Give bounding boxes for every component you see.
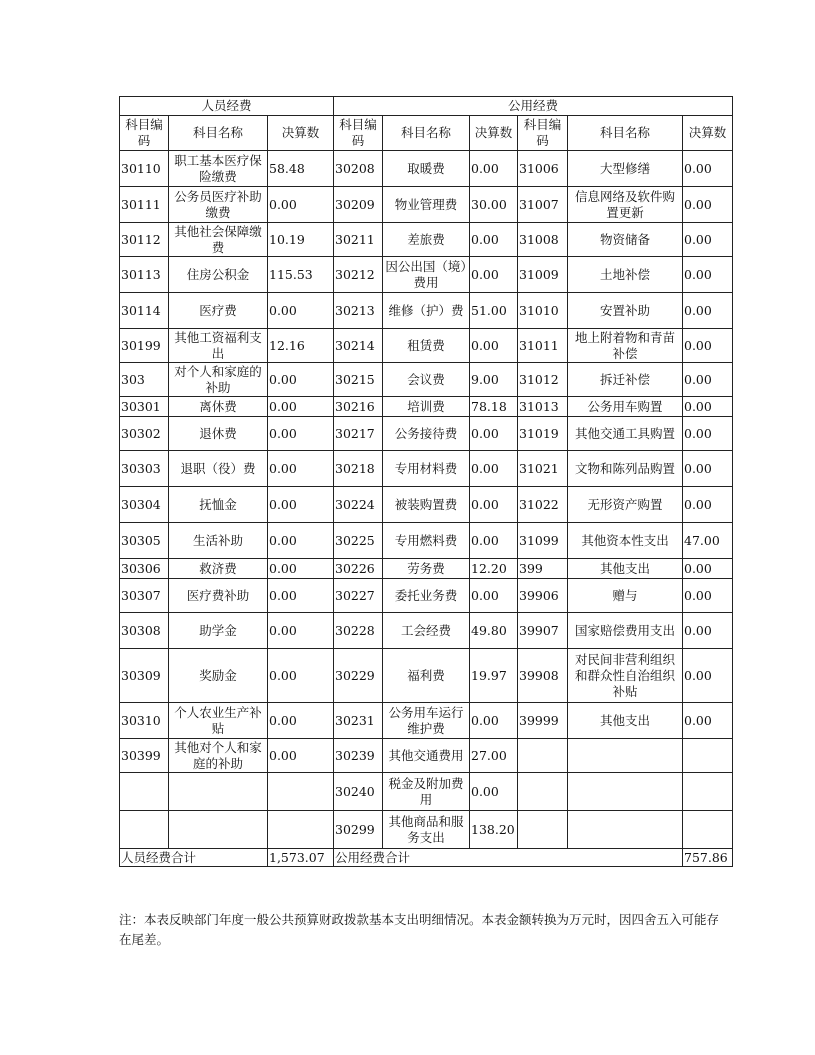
cell-amount: 51.00 — [470, 293, 518, 329]
table-row — [120, 451, 733, 487]
cell-name: 被装购置费 — [383, 487, 470, 523]
cell-amount: 0.00 — [268, 293, 334, 329]
cell-name: 其他社会保障缴费 — [169, 223, 268, 257]
cell-code: 30199 — [120, 329, 169, 363]
cell-name: 委托业务费 — [383, 579, 470, 613]
cell-name: 退职（役）费 — [169, 451, 268, 487]
cell-code: 30301 — [120, 397, 169, 417]
cell-code: 30229 — [334, 649, 383, 703]
cell-name: 对民间非营利组织和群众性自治组织补贴 — [568, 649, 683, 703]
cell-name: 住房公积金 — [169, 257, 268, 293]
cell-amount: 0.00 — [470, 451, 518, 487]
cell-code: 30216 — [334, 397, 383, 417]
cell-amount: 138.20 — [470, 811, 518, 849]
cell-code: 30214 — [334, 329, 383, 363]
cell-code: 30217 — [334, 417, 383, 451]
table-row — [120, 293, 733, 329]
table-row — [120, 739, 733, 773]
cell-amount: 0.00 — [268, 187, 334, 223]
cell-code — [518, 773, 568, 811]
col-header-name: 科目名称 — [169, 116, 268, 151]
table-row — [120, 151, 733, 187]
table-row — [120, 257, 733, 293]
cell-amount: 0.00 — [683, 703, 733, 739]
table-row — [120, 559, 733, 579]
cell-amount: 9.00 — [470, 363, 518, 397]
cell-name: 维修（护）费 — [383, 293, 470, 329]
cell-code: 30208 — [334, 151, 383, 187]
col-header-amount: 决算数 — [268, 116, 334, 151]
cell-amount: 0.00 — [683, 257, 733, 293]
cell-amount: 0.00 — [268, 649, 334, 703]
cell-code — [120, 773, 169, 811]
cell-code: 30227 — [334, 579, 383, 613]
cell-amount: 0.00 — [683, 649, 733, 703]
cell-code: 30110 — [120, 151, 169, 187]
cell-amount: 12.16 — [268, 329, 334, 363]
cell-amount: 0.00 — [683, 487, 733, 523]
cell-code: 30215 — [334, 363, 383, 397]
public-total-value: 757.86 — [683, 849, 733, 867]
cell-code: 399 — [518, 559, 568, 579]
cell-code: 30399 — [120, 739, 169, 773]
cell-name: 差旅费 — [383, 223, 470, 257]
cell-name: 公务用车购置 — [568, 397, 683, 417]
cell-name: 其他支出 — [568, 703, 683, 739]
col-header-code: 科目编码 — [334, 116, 383, 151]
cell-code: 30307 — [120, 579, 169, 613]
cell-name: 赠与 — [568, 579, 683, 613]
cell-code: 39908 — [518, 649, 568, 703]
cell-amount: 10.19 — [268, 223, 334, 257]
cell-name: 助学金 — [169, 613, 268, 649]
cell-name: 税金及附加费用 — [383, 773, 470, 811]
cell-amount — [683, 811, 733, 849]
cell-amount: 0.00 — [683, 363, 733, 397]
cell-code: 30218 — [334, 451, 383, 487]
cell-name: 职工基本医疗保险缴费 — [169, 151, 268, 187]
cell-amount: 115.53 — [268, 257, 334, 293]
cell-name: 拆迁补偿 — [568, 363, 683, 397]
cell-code: 31012 — [518, 363, 568, 397]
cell-code: 30309 — [120, 649, 169, 703]
cell-name: 其他支出 — [568, 559, 683, 579]
totals-row — [120, 849, 733, 867]
cell-amount: 0.00 — [268, 703, 334, 739]
cell-code: 30231 — [334, 703, 383, 739]
cell-code: 30112 — [120, 223, 169, 257]
cell-amount: 0.00 — [268, 487, 334, 523]
cell-code: 39907 — [518, 613, 568, 649]
cell-code: 30111 — [120, 187, 169, 223]
cell-name: 无形资产购置 — [568, 487, 683, 523]
cell-code: 30302 — [120, 417, 169, 451]
cell-name: 土地补偿 — [568, 257, 683, 293]
expenditure-table — [119, 96, 733, 867]
cell-amount: 0.00 — [683, 187, 733, 223]
cell-code: 30228 — [334, 613, 383, 649]
cell-code: 31008 — [518, 223, 568, 257]
cell-name: 地上附着物和青苗补偿 — [568, 329, 683, 363]
cell-name: 福利费 — [383, 649, 470, 703]
col-header-name: 科目名称 — [383, 116, 470, 151]
cell-amount: 0.00 — [268, 523, 334, 559]
cell-name: 公务用车运行维护费 — [383, 703, 470, 739]
cell-code: 39906 — [518, 579, 568, 613]
cell-amount: 0.00 — [268, 397, 334, 417]
cell-name: 奖励金 — [169, 649, 268, 703]
table-row — [120, 773, 733, 811]
cell-name: 工会经费 — [383, 613, 470, 649]
cell-amount — [683, 739, 733, 773]
cell-amount — [268, 811, 334, 849]
cell-code: 30226 — [334, 559, 383, 579]
cell-code: 30224 — [334, 487, 383, 523]
cell-name: 信息网络及软件购置更新 — [568, 187, 683, 223]
cell-amount: 0.00 — [268, 739, 334, 773]
cell-name — [568, 811, 683, 849]
cell-name — [169, 811, 268, 849]
cell-code: 30209 — [334, 187, 383, 223]
col-header-amount: 决算数 — [683, 116, 733, 151]
col-header-code: 科目编码 — [518, 116, 568, 151]
cell-amount: 0.00 — [268, 417, 334, 451]
cell-name: 专用燃料费 — [383, 523, 470, 559]
cell-amount: 0.00 — [268, 451, 334, 487]
cell-name — [568, 773, 683, 811]
cell-name: 其他对个人和家庭的补助 — [169, 739, 268, 773]
cell-code: 303 — [120, 363, 169, 397]
table-row — [120, 523, 733, 559]
cell-code — [518, 739, 568, 773]
cell-code: 30225 — [334, 523, 383, 559]
cell-amount: 0.00 — [683, 613, 733, 649]
cell-name: 救济费 — [169, 559, 268, 579]
col-header-code: 科目编码 — [120, 116, 169, 151]
cell-name: 物资储备 — [568, 223, 683, 257]
cell-code: 31099 — [518, 523, 568, 559]
col-header-amount: 决算数 — [470, 116, 518, 151]
cell-name: 退休费 — [169, 417, 268, 451]
cell-amount — [268, 773, 334, 811]
cell-amount: 30.00 — [470, 187, 518, 223]
cell-code: 31011 — [518, 329, 568, 363]
table-row — [120, 187, 733, 223]
cell-amount: 0.00 — [683, 451, 733, 487]
cell-code: 30239 — [334, 739, 383, 773]
cell-name: 离休费 — [169, 397, 268, 417]
cell-name: 文物和陈列品购置 — [568, 451, 683, 487]
cell-code: 31013 — [518, 397, 568, 417]
public-header: 公用经费 — [334, 97, 733, 116]
cell-code: 31021 — [518, 451, 568, 487]
cell-code — [518, 811, 568, 849]
table-row — [120, 703, 733, 739]
table-row — [120, 579, 733, 613]
cell-code: 31022 — [518, 487, 568, 523]
cell-code: 30211 — [334, 223, 383, 257]
cell-name — [169, 773, 268, 811]
table-row — [120, 613, 733, 649]
cell-code: 31009 — [518, 257, 568, 293]
cell-amount: 0.00 — [268, 559, 334, 579]
cell-amount: 0.00 — [470, 257, 518, 293]
cell-amount: 0.00 — [683, 329, 733, 363]
cell-code: 30212 — [334, 257, 383, 293]
table-row — [120, 329, 733, 363]
table-row — [120, 397, 733, 417]
cell-name: 其他资本性支出 — [568, 523, 683, 559]
cell-amount: 0.00 — [470, 151, 518, 187]
cell-code: 39999 — [518, 703, 568, 739]
cell-amount: 78.18 — [470, 397, 518, 417]
col-header-name: 科目名称 — [568, 116, 683, 151]
cell-amount: 0.00 — [268, 579, 334, 613]
cell-name: 其他交通工具购置 — [568, 417, 683, 451]
cell-amount: 0.00 — [470, 773, 518, 811]
cell-code: 30305 — [120, 523, 169, 559]
public-total-label: 公用经费合计 — [334, 849, 683, 867]
cell-name: 抚恤金 — [169, 487, 268, 523]
cell-name: 大型修缮 — [568, 151, 683, 187]
personnel-total-value: 1,573.07 — [268, 849, 334, 867]
cell-name: 其他工资福利支出 — [169, 329, 268, 363]
cell-name: 取暖费 — [383, 151, 470, 187]
cell-amount: 0.00 — [683, 397, 733, 417]
cell-amount: 0.00 — [470, 417, 518, 451]
table-row — [120, 223, 733, 257]
cell-amount: 0.00 — [683, 223, 733, 257]
cell-code: 30240 — [334, 773, 383, 811]
cell-amount: 0.00 — [683, 559, 733, 579]
cell-name: 因公出国（境）费用 — [383, 257, 470, 293]
cell-amount: 27.00 — [470, 739, 518, 773]
cell-amount: 58.48 — [268, 151, 334, 187]
cell-code: 31006 — [518, 151, 568, 187]
cell-code: 31007 — [518, 187, 568, 223]
cell-name: 公务接待费 — [383, 417, 470, 451]
table-row — [120, 649, 733, 703]
cell-code: 30310 — [120, 703, 169, 739]
cell-name: 专用材料费 — [383, 451, 470, 487]
cell-code: 31010 — [518, 293, 568, 329]
table-row — [120, 811, 733, 849]
cell-amount: 0.00 — [470, 487, 518, 523]
cell-amount: 12.20 — [470, 559, 518, 579]
cell-amount: 19.97 — [470, 649, 518, 703]
cell-code: 30304 — [120, 487, 169, 523]
footnote: 注：本表反映部门年度一般公共预算财政拨款基本支出明细情况。本表金额转换为万元时，因四舍五入可能存在尾差。 — [119, 912, 720, 947]
cell-name: 医疗费补助 — [169, 579, 268, 613]
cell-name: 会议费 — [383, 363, 470, 397]
cell-name: 安置补助 — [568, 293, 683, 329]
cell-amount: 0.00 — [683, 417, 733, 451]
cell-name: 医疗费 — [169, 293, 268, 329]
cell-name: 国家赔偿费用支出 — [568, 613, 683, 649]
cell-amount: 0.00 — [683, 579, 733, 613]
cell-amount: 0.00 — [268, 363, 334, 397]
column-header-row — [120, 116, 733, 151]
cell-amount: 0.00 — [683, 151, 733, 187]
cell-amount: 0.00 — [470, 223, 518, 257]
cell-code: 30113 — [120, 257, 169, 293]
cell-name: 培训费 — [383, 397, 470, 417]
cell-amount — [683, 773, 733, 811]
cell-name: 个人农业生产补贴 — [169, 703, 268, 739]
cell-name: 生活补助 — [169, 523, 268, 559]
cell-amount: 0.00 — [683, 293, 733, 329]
cell-name: 物业管理费 — [383, 187, 470, 223]
cell-name: 公务员医疗补助缴费 — [169, 187, 268, 223]
cell-code: 30299 — [334, 811, 383, 849]
cell-code: 30303 — [120, 451, 169, 487]
cell-code: 30306 — [120, 559, 169, 579]
cell-amount: 0.00 — [268, 613, 334, 649]
cell-name: 租赁费 — [383, 329, 470, 363]
cell-amount: 0.00 — [470, 329, 518, 363]
table-row — [120, 363, 733, 397]
cell-code: 31019 — [518, 417, 568, 451]
cell-name: 其他交通费用 — [383, 739, 470, 773]
cell-amount: 49.80 — [470, 613, 518, 649]
table-row — [120, 487, 733, 523]
table-row — [120, 417, 733, 451]
personnel-total-label: 人员经费合计 — [120, 849, 268, 867]
personnel-header: 人员经费 — [120, 97, 334, 116]
cell-name: 其他商品和服务支出 — [383, 811, 470, 849]
cell-amount: 0.00 — [470, 703, 518, 739]
cell-code: 30114 — [120, 293, 169, 329]
cell-name: 劳务费 — [383, 559, 470, 579]
cell-name: 对个人和家庭的补助 — [169, 363, 268, 397]
section-header-row — [120, 97, 733, 116]
cell-code: 30213 — [334, 293, 383, 329]
cell-amount: 47.00 — [683, 523, 733, 559]
cell-code: 30308 — [120, 613, 169, 649]
cell-code — [120, 811, 169, 849]
cell-amount: 0.00 — [470, 579, 518, 613]
cell-name — [568, 739, 683, 773]
cell-amount: 0.00 — [470, 523, 518, 559]
